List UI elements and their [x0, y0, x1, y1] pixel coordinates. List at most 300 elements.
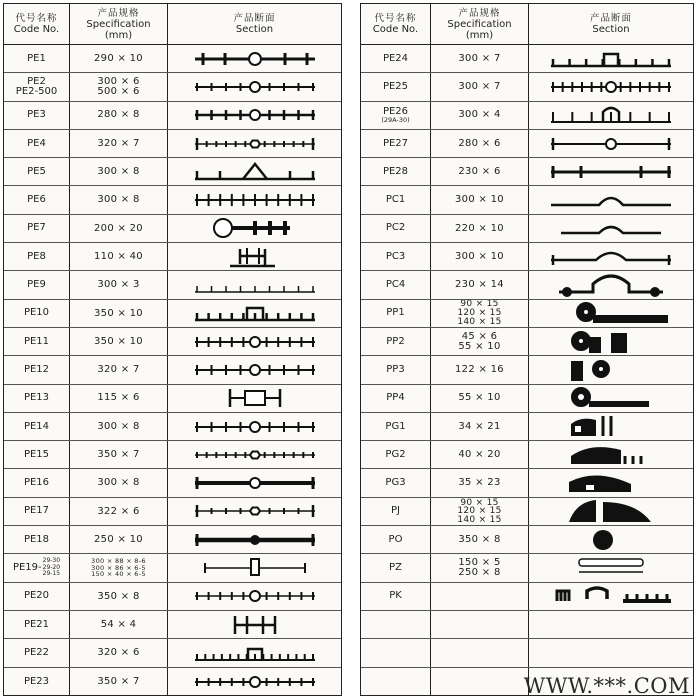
code-text: PE19- — [12, 561, 42, 573]
table-row — [4, 271, 341, 299]
spec-cell — [70, 328, 168, 355]
section-drawing-pe26 — [541, 102, 681, 128]
section-cell — [168, 130, 341, 157]
section-drawing-pc1 — [541, 187, 681, 213]
section-drawing-pe19 — [185, 555, 325, 581]
spec-cell — [431, 73, 529, 100]
table-row — [361, 243, 693, 271]
table-row — [361, 639, 693, 667]
code-cell — [4, 526, 70, 553]
code-cell — [361, 328, 431, 355]
spec-cell — [70, 554, 168, 581]
spec-text: 300 × 7 — [458, 52, 501, 64]
spec-text: 150 × 5 — [458, 557, 501, 569]
watermark: WWW.***.COM — [523, 674, 690, 698]
code-text: PE5 — [27, 165, 46, 177]
code-text: PE12 — [23, 363, 50, 375]
spec-text: 34 × 21 — [458, 420, 501, 432]
code-cell — [4, 441, 70, 468]
section-cell — [168, 356, 341, 383]
code-cell — [361, 469, 431, 496]
spec-cell — [70, 611, 168, 638]
spec-text: 300 × 8 — [97, 166, 140, 178]
spec-text: 290 × 10 — [94, 52, 143, 64]
spec-text: 350 × 7 — [97, 675, 140, 687]
code-cell — [361, 158, 431, 185]
table-header — [4, 4, 341, 45]
section-drawing-pe4 — [185, 131, 325, 157]
section-drawing-po — [541, 527, 681, 553]
spec-text: 300 × 6 — [97, 76, 140, 88]
section-drawing-pe14 — [185, 414, 325, 440]
spec-text: 220 × 10 — [455, 222, 504, 234]
section-drawing-pe18 — [185, 527, 325, 553]
table-row — [361, 328, 693, 356]
spec-text: 55 × 10 — [458, 392, 501, 404]
code-cell — [361, 611, 431, 638]
code-text-secondary: PE2-500 — [15, 85, 58, 97]
code-variant: 29-20 — [42, 563, 61, 571]
section-drawing-pg2 — [541, 442, 681, 468]
code-text: PE18 — [23, 533, 50, 545]
spec-cell — [70, 73, 168, 100]
table-row — [361, 186, 693, 214]
spec-text: 90 × 15 — [460, 299, 499, 310]
header-section: 产品断面 Section — [589, 13, 632, 35]
table-row — [361, 385, 693, 413]
code-cell — [4, 73, 70, 100]
table-row — [361, 498, 693, 526]
code-cell — [361, 300, 431, 327]
spec-text: 280 × 6 — [458, 137, 501, 149]
table-row — [4, 583, 341, 611]
code-text: PE9 — [27, 279, 46, 291]
spec-cell — [70, 441, 168, 468]
section-cell — [168, 413, 341, 440]
table-header — [361, 4, 693, 45]
table-row — [4, 328, 341, 356]
code-text: PE4 — [27, 137, 46, 149]
code-cell — [4, 243, 70, 270]
code-text: PG2 — [385, 448, 406, 460]
spec-cell — [70, 413, 168, 440]
table-row — [361, 158, 693, 186]
code-cell — [361, 413, 431, 440]
code-cell — [4, 639, 70, 666]
table-row — [361, 526, 693, 554]
spec-cell — [431, 554, 529, 581]
code-cell — [361, 215, 431, 242]
section-drawing-pe21 — [185, 612, 325, 638]
spec-cell — [431, 583, 529, 610]
spec-cell — [70, 271, 168, 298]
table-row — [4, 469, 341, 497]
code-cell — [361, 498, 431, 525]
table-row — [361, 215, 693, 243]
code-text: PE17 — [23, 505, 50, 517]
spec-text: 300 × 10 — [455, 250, 504, 262]
spec-text: 320 × 7 — [97, 364, 140, 376]
spec-text: 110 × 40 — [94, 250, 143, 262]
code-text: PE22 — [23, 646, 50, 658]
section-cell — [168, 328, 341, 355]
table-row — [361, 102, 693, 130]
code-cell — [4, 300, 70, 327]
spec-text: 300 × 4 — [458, 109, 501, 121]
section-cell — [529, 356, 693, 383]
table-row — [361, 356, 693, 384]
section-drawing-pj — [541, 498, 681, 524]
spec-text: 300 × 86 × 6-5 — [91, 563, 146, 572]
section-drawing-pc4 — [541, 272, 681, 298]
code-text: PE27 — [382, 137, 409, 149]
spec-text: 122 × 16 — [455, 364, 504, 376]
table-row — [4, 526, 341, 554]
table-row — [4, 130, 341, 158]
section-cell — [529, 271, 693, 298]
code-cell — [4, 328, 70, 355]
spec-cell — [431, 45, 529, 72]
spec-text: 115 × 6 — [97, 392, 140, 404]
header-code: 代号名称 Code No. — [4, 4, 70, 44]
table-row — [4, 498, 341, 526]
code-cell — [4, 45, 70, 72]
spec-cell — [70, 356, 168, 383]
spec-cell — [431, 668, 529, 696]
table-row — [4, 300, 341, 328]
table-row — [4, 215, 341, 243]
section-cell — [529, 73, 693, 100]
section-drawing-pp4 — [541, 385, 681, 411]
section-cell — [168, 158, 341, 185]
spec-text: 350 × 8 — [97, 590, 140, 602]
section-drawing-pe1 — [185, 46, 325, 72]
spec-cell — [431, 328, 529, 355]
spec-cell — [70, 215, 168, 242]
code-text: PZ — [389, 561, 402, 573]
section-drawing-pp2 — [541, 329, 681, 355]
section-cell — [168, 469, 341, 496]
spec-cell — [431, 639, 529, 666]
spec-cell — [70, 469, 168, 496]
code-cell — [4, 215, 70, 242]
table-row — [4, 186, 341, 214]
code-cell — [361, 526, 431, 553]
section-cell — [168, 526, 341, 553]
section-cell — [529, 158, 693, 185]
code-text: PP3 — [386, 363, 405, 375]
section-cell — [168, 611, 341, 638]
section-drawing-pe22 — [185, 640, 325, 666]
code-cell — [4, 158, 70, 185]
spec-text: 322 × 6 — [97, 505, 140, 517]
code-text: PE24 — [382, 52, 409, 64]
spec-text: 55 × 10 — [458, 340, 501, 352]
table-row — [4, 158, 341, 186]
spec-cell — [431, 441, 529, 468]
spec-cell — [70, 45, 168, 72]
spec-text: 140 × 15 — [457, 514, 502, 525]
code-text: PG3 — [385, 477, 406, 489]
product-table-left — [3, 3, 342, 696]
section-drawing-pc3 — [541, 244, 681, 270]
spec-text: 120 × 15 — [457, 308, 502, 319]
code-text: PE8 — [27, 250, 46, 262]
code-cell — [361, 668, 431, 696]
spec-cell — [70, 583, 168, 610]
spec-text: 45 × 6 — [461, 331, 498, 343]
section-cell — [168, 215, 341, 242]
code-text: PE26 — [382, 105, 409, 117]
table-row — [361, 300, 693, 328]
spec-text: 300 × 8 — [97, 194, 140, 206]
code-cell — [361, 385, 431, 412]
table-row — [4, 45, 341, 73]
section-cell — [168, 243, 341, 270]
section-drawing-pe15 — [185, 442, 325, 468]
section-cell — [529, 300, 693, 327]
code-cell — [4, 102, 70, 129]
code-cell — [361, 271, 431, 298]
code-cell — [361, 186, 431, 213]
code-cell — [4, 554, 70, 581]
table-row — [361, 583, 693, 611]
table-row — [4, 639, 341, 667]
spec-cell — [431, 526, 529, 553]
table-row — [4, 668, 341, 696]
section-cell — [168, 300, 341, 327]
code-text-secondary: (29A-30) — [381, 115, 410, 124]
spec-cell — [431, 102, 529, 129]
table-row — [4, 356, 341, 384]
spec-cell — [70, 130, 168, 157]
section-cell — [168, 102, 341, 129]
code-cell — [361, 441, 431, 468]
section-cell — [529, 243, 693, 270]
code-cell — [4, 668, 70, 696]
section-drawing-pe28 — [541, 159, 681, 185]
table-body — [4, 45, 341, 696]
code-cell — [361, 130, 431, 157]
code-text: PE11 — [23, 335, 50, 347]
code-text: PG1 — [385, 420, 406, 432]
section-drawing-pe24 — [541, 46, 681, 72]
spec-cell — [70, 300, 168, 327]
code-text: PE3 — [27, 109, 46, 121]
section-cell — [168, 73, 341, 100]
table-row — [361, 469, 693, 497]
spec-text: 300 × 10 — [455, 194, 504, 206]
section-cell — [168, 639, 341, 666]
code-cell — [4, 385, 70, 412]
section-drawing-pe7 — [185, 215, 325, 241]
section-cell — [168, 583, 341, 610]
code-cell — [4, 469, 70, 496]
section-drawing-pe16 — [185, 470, 325, 496]
spec-cell — [70, 186, 168, 213]
table-row — [361, 271, 693, 299]
code-cell — [4, 271, 70, 298]
section-drawing-pe8 — [185, 244, 325, 270]
section-drawing-pg1 — [541, 414, 681, 440]
spec-cell — [431, 300, 529, 327]
code-cell — [361, 356, 431, 383]
code-text: PE25 — [382, 80, 409, 92]
code-text: PC3 — [385, 250, 406, 262]
spec-text: 500 × 6 — [97, 85, 140, 97]
spec-text: 300 × 7 — [458, 81, 501, 93]
product-table-right — [360, 3, 694, 696]
code-variant: 29-30 — [42, 557, 61, 565]
spec-text: 90 × 15 — [460, 497, 499, 508]
section-cell — [168, 385, 341, 412]
code-text: PE15 — [23, 448, 50, 460]
spec-text: 150 × 40 × 6-5 — [91, 570, 146, 579]
spec-cell — [431, 385, 529, 412]
section-cell — [168, 498, 341, 525]
header-spec: 产品规格 Specification (mm) — [70, 4, 168, 44]
spec-text: 40 × 20 — [458, 449, 501, 461]
spec-cell — [431, 413, 529, 440]
code-cell — [4, 130, 70, 157]
code-text: PE20 — [23, 590, 50, 602]
code-text: PE10 — [23, 307, 50, 319]
table-row — [361, 73, 693, 101]
code-text: PK — [389, 590, 402, 602]
spec-cell — [431, 130, 529, 157]
code-text: PE1 — [27, 52, 46, 64]
section-cell — [529, 611, 693, 638]
section-cell — [529, 215, 693, 242]
code-cell — [4, 583, 70, 610]
section-drawing-pe17 — [185, 498, 325, 524]
code-cell — [361, 73, 431, 100]
section-drawing-pe27 — [541, 131, 681, 157]
section-drawing-pp3 — [541, 357, 681, 383]
spec-text: 35 × 23 — [458, 477, 501, 489]
section-cell — [168, 45, 341, 72]
spec-text: 230 × 14 — [455, 279, 504, 291]
code-text: PE13 — [23, 392, 50, 404]
section-drawing-pe5 — [185, 159, 325, 185]
section-cell — [168, 186, 341, 213]
header-code: 代号名称 Code No. — [361, 4, 431, 44]
section-drawing-pe20 — [185, 583, 325, 609]
spec-cell — [70, 102, 168, 129]
section-cell — [529, 469, 693, 496]
code-cell — [4, 186, 70, 213]
spec-cell — [431, 469, 529, 496]
table-row — [4, 102, 341, 130]
section-cell — [529, 186, 693, 213]
code-text: PE7 — [27, 222, 46, 234]
section-cell — [529, 554, 693, 581]
table-row — [4, 554, 341, 582]
spec-cell — [431, 271, 529, 298]
section-drawing-pe2 — [185, 74, 325, 100]
code-cell — [4, 413, 70, 440]
section-cell — [529, 385, 693, 412]
section-drawing-pe23 — [185, 669, 325, 695]
spec-cell — [431, 186, 529, 213]
table-row — [361, 554, 693, 582]
section-cell — [529, 102, 693, 129]
spec-text: 300 × 8 — [97, 420, 140, 432]
spec-text: 350 × 10 — [94, 307, 143, 319]
section-cell — [529, 45, 693, 72]
section-cell — [529, 130, 693, 157]
spec-text: 140 × 15 — [457, 316, 502, 327]
code-cell — [361, 243, 431, 270]
spec-cell — [70, 668, 168, 696]
section-cell — [529, 583, 693, 610]
section-cell — [168, 668, 341, 696]
spec-text: 120 × 15 — [457, 506, 502, 517]
spec-text: 200 × 20 — [94, 222, 143, 234]
table-row — [4, 243, 341, 271]
code-text: PP1 — [386, 307, 405, 319]
section-drawing-pe6 — [185, 187, 325, 213]
section-cell — [529, 639, 693, 666]
code-cell — [361, 583, 431, 610]
code-text: PE6 — [27, 194, 46, 206]
section-drawing-pp1 — [541, 300, 681, 326]
spec-text: 300 × 8 — [97, 477, 140, 489]
section-drawing-pg3 — [541, 470, 681, 496]
table-row — [4, 413, 341, 441]
spec-text: 250 × 10 — [94, 533, 143, 545]
section-cell — [529, 441, 693, 468]
section-drawing-pe12 — [185, 357, 325, 383]
section-drawing-pz — [541, 555, 681, 581]
code-cell — [361, 554, 431, 581]
spec-text: 300 × 3 — [97, 279, 140, 291]
table-row — [361, 45, 693, 73]
spec-text: 350 × 10 — [94, 335, 143, 347]
section-drawing-pe9 — [185, 272, 325, 298]
code-cell — [361, 102, 431, 129]
spec-cell — [431, 356, 529, 383]
section-drawing-pe13 — [185, 385, 325, 411]
spec-cell — [431, 611, 529, 638]
spec-text: 250 × 8 — [458, 566, 501, 578]
spec-text: 300 × 88 × 8-6 — [91, 557, 146, 566]
code-cell — [4, 356, 70, 383]
code-text: PE23 — [23, 675, 50, 687]
section-cell — [168, 271, 341, 298]
table-row — [361, 611, 693, 639]
code-text: PE16 — [23, 477, 50, 489]
spec-text: 54 × 4 — [100, 618, 137, 630]
spec-text: 350 × 8 — [458, 533, 501, 545]
code-text: PC4 — [385, 279, 406, 291]
section-drawing-pe11 — [185, 329, 325, 355]
section-cell — [529, 526, 693, 553]
section-cell — [529, 413, 693, 440]
table-row — [361, 413, 693, 441]
code-cell — [4, 611, 70, 638]
code-variant: 29-15 — [42, 570, 61, 578]
code-text: PP2 — [386, 335, 405, 347]
spec-text: 320 × 7 — [97, 137, 140, 149]
spec-text: 230 × 6 — [458, 166, 501, 178]
header-spec: 产品规格 Specification (mm) — [431, 4, 529, 44]
spec-cell — [431, 158, 529, 185]
spec-cell — [70, 639, 168, 666]
table-row — [361, 441, 693, 469]
code-text: PC1 — [385, 194, 406, 206]
section-drawing-pe25 — [541, 74, 681, 100]
